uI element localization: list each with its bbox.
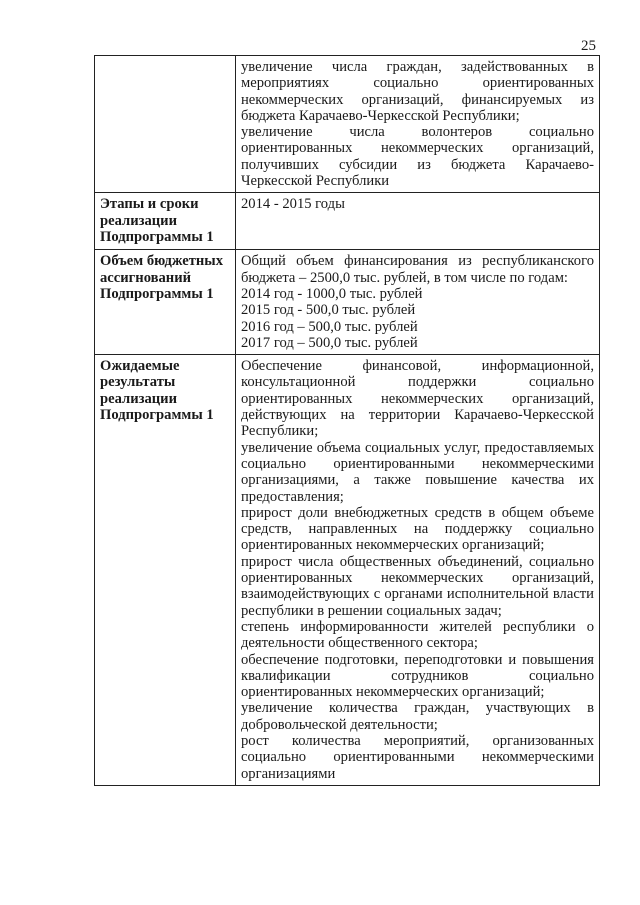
results-label-cell bbox=[95, 355, 236, 786]
result-paragraph: прирост доли внебюджетных средств в общем объеме средств, направленных на поддержку социально ориентированных некоммерческих организаций; bbox=[241, 504, 594, 554]
table-row-stages bbox=[95, 193, 600, 250]
stages-label-line: Этапы и сроки bbox=[100, 196, 199, 213]
result-paragraph: степень информированности жителей республики о деятельности общественного сектора; bbox=[241, 618, 594, 652]
result-paragraph: Обеспечение финансовой, информационной, консультационной поддержки социально ориентированных некоммерческих организаций, действующих на территории Карачаево-Черкесской Республики; bbox=[241, 358, 594, 440]
results-label-line: результаты bbox=[100, 374, 176, 391]
result-paragraph: прирост числа общественных объединений, социально ориентированных некоммерческих организаций, взаимодействующих с органами исполнительной власти республики в решении социальных задач; bbox=[241, 553, 594, 619]
result-paragraph: увеличение количества граждан, участвующих в добровольческой деятельности; bbox=[241, 700, 594, 733]
continuation-paragraph: увеличение числа волонтеров социально ориентированных некоммерческих организаций, получивших субсидии из бюджета Карачаево-Черкесской Республики bbox=[241, 124, 594, 190]
stages-label-line: реализации bbox=[100, 212, 178, 229]
stages-label-cell bbox=[95, 193, 236, 250]
empty-label-cell bbox=[95, 56, 236, 193]
table-row-results bbox=[95, 355, 600, 786]
budget-value-cell bbox=[236, 250, 600, 355]
stages-value: 2014 - 2015 годы bbox=[241, 196, 345, 213]
budget-label-line: ассигнований bbox=[100, 269, 192, 286]
budget-label-line: Объем бюджетных bbox=[100, 253, 223, 270]
table-row-budget bbox=[95, 250, 600, 355]
budget-intro: Общий объем финансирования из республиканского бюджета – 2500,0 тыс. рублей, в том числе по годам: bbox=[241, 253, 594, 286]
budget-label-line: Подпрограммы 1 bbox=[100, 285, 214, 302]
stages-label-line: Подпрограммы 1 bbox=[100, 228, 214, 245]
continuation-cell bbox=[236, 56, 600, 193]
table-row-continuation bbox=[95, 56, 600, 193]
budget-year-line: 2015 год - 500,0 тыс. рублей bbox=[241, 302, 416, 319]
results-label-line: реализации bbox=[100, 390, 178, 407]
budget-label-cell bbox=[95, 250, 236, 355]
continuation-paragraph: увеличение числа граждан, задействованных в мероприятиях социально ориентированных некоммерческих организаций, финансируемых из бюджета Карачаево-Черкесской Республики; bbox=[241, 59, 594, 124]
budget-year-line: 2017 год – 500,0 тыс. рублей bbox=[241, 334, 418, 351]
results-label-line: Ожидаемые bbox=[100, 358, 180, 375]
results-value-cell bbox=[236, 355, 600, 786]
subprogram-passport-table bbox=[94, 55, 600, 786]
stages-value-cell bbox=[236, 193, 600, 250]
result-paragraph: обеспечение подготовки, переподготовки и повышения квалификации сотрудников социально ориентированных некоммерческих организаций; bbox=[241, 651, 594, 701]
budget-year-line: 2016 год – 500,0 тыс. рублей bbox=[241, 318, 418, 335]
results-label-line: Подпрограммы 1 bbox=[100, 407, 214, 424]
result-paragraph: рост количества мероприятий, организованных социально ориентированными некоммерческими организациями bbox=[241, 732, 594, 782]
page-number: 25 bbox=[581, 38, 596, 54]
budget-year-line: 2014 год - 1000,0 тыс. рублей bbox=[241, 285, 423, 302]
result-paragraph: увеличение объема социальных услуг, предоставляемых социально ориентированными некоммерческими организациями, а также повышение качества их предоставления; bbox=[241, 439, 594, 505]
